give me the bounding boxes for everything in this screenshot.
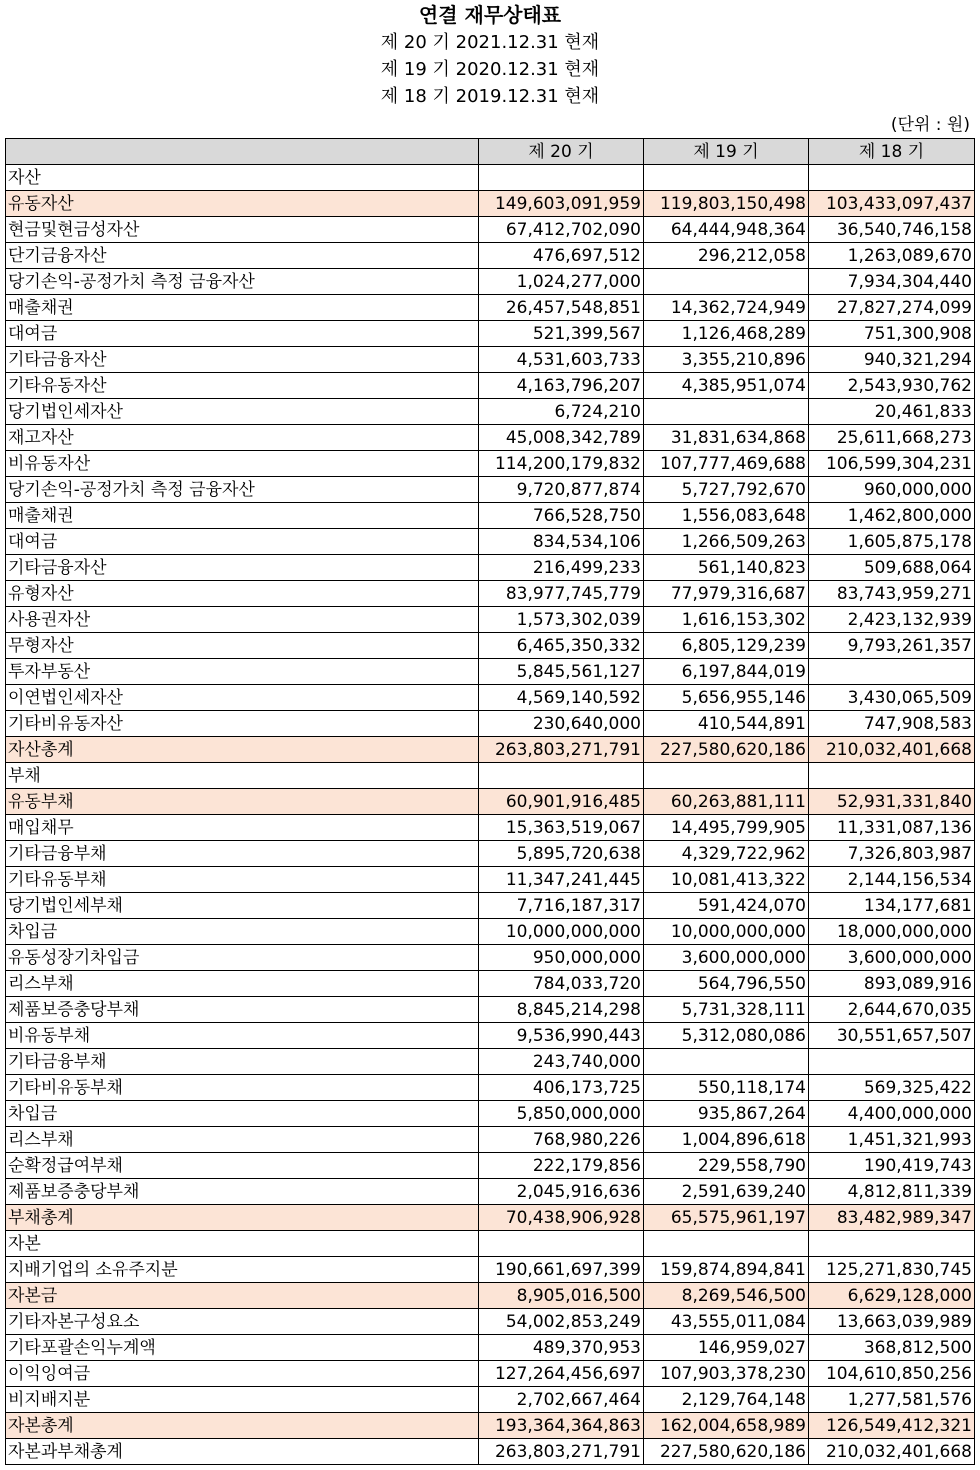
- amount-cell: 7,934,304,440: [809, 269, 975, 295]
- amount-cell: [644, 269, 809, 295]
- amount-cell: 15,363,519,067: [479, 815, 644, 841]
- table-row: [6, 633, 975, 659]
- amount-cell: 103,433,097,437: [809, 191, 975, 217]
- amount-cell: 64,444,948,364: [644, 217, 809, 243]
- amount-cell: 834,534,106: [479, 529, 644, 555]
- account-label: 이연법인세자산: [6, 685, 479, 711]
- amount-cell: 3,430,065,509: [809, 685, 975, 711]
- account-label: 대여금: [6, 529, 479, 555]
- amount-cell: 766,528,750: [479, 503, 644, 529]
- table-row: [6, 815, 975, 841]
- amount-cell: 54,002,853,249: [479, 1309, 644, 1335]
- table-row: [6, 1127, 975, 1153]
- account-label: 당기손익-공정가치 측정 금융자산: [6, 269, 479, 295]
- account-label: 부채: [6, 763, 479, 789]
- amount-cell: 1,277,581,576: [809, 1387, 975, 1413]
- amount-cell: 127,264,456,697: [479, 1361, 644, 1387]
- table-row: [6, 1231, 975, 1257]
- amount-cell: 768,980,226: [479, 1127, 644, 1153]
- account-label: 당기법인세부채: [6, 893, 479, 919]
- amount-cell: 14,362,724,949: [644, 295, 809, 321]
- amount-cell: 36,540,746,158: [809, 217, 975, 243]
- amount-cell: 227,580,620,186: [644, 737, 809, 763]
- table-row: [6, 919, 975, 945]
- table-row: [6, 217, 975, 243]
- account-label: 리스부채: [6, 971, 479, 997]
- amount-cell: 263,803,271,791: [479, 737, 644, 763]
- amount-cell: 134,177,681: [809, 893, 975, 919]
- amount-cell: 4,531,603,733: [479, 347, 644, 373]
- amount-cell: 11,347,241,445: [479, 867, 644, 893]
- table-row: [6, 1309, 975, 1335]
- account-label: 무형자산: [6, 633, 479, 659]
- account-label: 리스부채: [6, 1127, 479, 1153]
- amount-cell: 30,551,657,507: [809, 1023, 975, 1049]
- account-label: 단기금융자산: [6, 243, 479, 269]
- amount-cell: 7,326,803,987: [809, 841, 975, 867]
- table-row: [6, 581, 975, 607]
- table-body: [6, 165, 975, 1465]
- amount-cell: 2,702,667,464: [479, 1387, 644, 1413]
- amount-cell: 591,424,070: [644, 893, 809, 919]
- amount-cell: 70,438,906,928: [479, 1205, 644, 1231]
- amount-cell: 1,616,153,302: [644, 607, 809, 633]
- amount-cell: [809, 1049, 975, 1075]
- amount-cell: 25,611,668,273: [809, 425, 975, 451]
- account-label: 이익잉여금: [6, 1361, 479, 1387]
- amount-cell: 6,805,129,239: [644, 633, 809, 659]
- amount-cell: [644, 1049, 809, 1075]
- account-label: 유동성장기차입금: [6, 945, 479, 971]
- amount-cell: 9,720,877,874: [479, 477, 644, 503]
- amount-cell: [809, 1231, 975, 1257]
- account-label: 대여금: [6, 321, 479, 347]
- amount-cell: [644, 165, 809, 191]
- amount-cell: 2,129,764,148: [644, 1387, 809, 1413]
- amount-cell: 893,089,916: [809, 971, 975, 997]
- account-label: 당기손익-공정가치 측정 금융자산: [6, 477, 479, 503]
- amount-cell: 5,845,561,127: [479, 659, 644, 685]
- amount-cell: 126,549,412,321: [809, 1413, 975, 1439]
- amount-cell: 935,867,264: [644, 1101, 809, 1127]
- account-label: 자본금: [6, 1283, 479, 1309]
- table-row: [6, 321, 975, 347]
- amount-cell: 10,000,000,000: [479, 919, 644, 945]
- amount-cell: 60,263,881,111: [644, 789, 809, 815]
- account-label: 기타포괄손익누계액: [6, 1335, 479, 1361]
- table-row: [6, 451, 975, 477]
- table-row: [6, 243, 975, 269]
- amount-cell: 104,610,850,256: [809, 1361, 975, 1387]
- account-label: 기타금융자산: [6, 347, 479, 373]
- amount-cell: 8,845,214,298: [479, 997, 644, 1023]
- amount-cell: 243,740,000: [479, 1049, 644, 1075]
- amount-cell: 11,331,087,136: [809, 815, 975, 841]
- amount-cell: 18,000,000,000: [809, 919, 975, 945]
- amount-cell: 83,482,989,347: [809, 1205, 975, 1231]
- amount-cell: 31,831,634,868: [644, 425, 809, 451]
- account-label: 차입금: [6, 1101, 479, 1127]
- amount-cell: 149,603,091,959: [479, 191, 644, 217]
- amount-cell: 1,573,302,039: [479, 607, 644, 633]
- amount-cell: 106,599,304,231: [809, 451, 975, 477]
- table-row: [6, 1101, 975, 1127]
- amount-cell: 1,462,800,000: [809, 503, 975, 529]
- amount-cell: 159,874,894,841: [644, 1257, 809, 1283]
- amount-cell: 5,731,328,111: [644, 997, 809, 1023]
- account-label: 비유동자산: [6, 451, 479, 477]
- amount-cell: [479, 165, 644, 191]
- amount-cell: 6,724,210: [479, 399, 644, 425]
- amount-cell: 751,300,908: [809, 321, 975, 347]
- account-label: 매출채권: [6, 503, 479, 529]
- amount-cell: 1,266,509,263: [644, 529, 809, 555]
- amount-cell: [644, 1231, 809, 1257]
- amount-cell: 60,901,916,485: [479, 789, 644, 815]
- amount-cell: 67,412,702,090: [479, 217, 644, 243]
- account-label: 현금및현금성자산: [6, 217, 479, 243]
- amount-cell: [809, 165, 975, 191]
- account-label: 기타금융부채: [6, 841, 479, 867]
- header-period-19: 제 19 기: [644, 139, 809, 165]
- amount-cell: 5,850,000,000: [479, 1101, 644, 1127]
- account-label: 당기법인세자산: [6, 399, 479, 425]
- amount-cell: 2,644,670,035: [809, 997, 975, 1023]
- table-row: [6, 347, 975, 373]
- table-row: [6, 763, 975, 789]
- amount-cell: 4,569,140,592: [479, 685, 644, 711]
- amount-cell: [809, 763, 975, 789]
- table-row: [6, 841, 975, 867]
- table-row: [6, 1387, 975, 1413]
- account-label: 제품보증충당부채: [6, 1179, 479, 1205]
- table-row: [6, 503, 975, 529]
- account-label: 사용권자산: [6, 607, 479, 633]
- table-row: [6, 399, 975, 425]
- amount-cell: 476,697,512: [479, 243, 644, 269]
- account-label: 기타자본구성요소: [6, 1309, 479, 1335]
- amount-cell: 6,629,128,000: [809, 1283, 975, 1309]
- document-title: 연결 재무상태표: [418, 3, 562, 27]
- amount-cell: 8,905,016,500: [479, 1283, 644, 1309]
- amount-cell: 296,212,058: [644, 243, 809, 269]
- amount-cell: 9,793,261,357: [809, 633, 975, 659]
- amount-cell: 190,419,743: [809, 1153, 975, 1179]
- amount-cell: 4,163,796,207: [479, 373, 644, 399]
- table-row: [6, 1153, 975, 1179]
- amount-cell: 1,451,321,993: [809, 1127, 975, 1153]
- amount-cell: 14,495,799,905: [644, 815, 809, 841]
- amount-cell: 162,004,658,989: [644, 1413, 809, 1439]
- amount-cell: 3,600,000,000: [809, 945, 975, 971]
- account-label: 제품보증충당부채: [6, 997, 479, 1023]
- amount-cell: 230,640,000: [479, 711, 644, 737]
- header-account: [6, 139, 479, 165]
- table-row: [6, 1023, 975, 1049]
- account-label: 기타금융자산: [6, 555, 479, 581]
- amount-cell: 10,000,000,000: [644, 919, 809, 945]
- amount-cell: [644, 763, 809, 789]
- amount-cell: 210,032,401,668: [809, 1439, 975, 1465]
- table-row: [6, 425, 975, 451]
- table-row: [6, 555, 975, 581]
- amount-cell: 1,605,875,178: [809, 529, 975, 555]
- amount-cell: 1,024,277,000: [479, 269, 644, 295]
- amount-cell: 784,033,720: [479, 971, 644, 997]
- amount-cell: 10,081,413,322: [644, 867, 809, 893]
- amount-cell: 43,555,011,084: [644, 1309, 809, 1335]
- amount-cell: 77,979,316,687: [644, 581, 809, 607]
- amount-cell: 193,364,364,863: [479, 1413, 644, 1439]
- amount-cell: 3,355,210,896: [644, 347, 809, 373]
- account-label: 비유동부채: [6, 1023, 479, 1049]
- account-label: 유형자산: [6, 581, 479, 607]
- amount-cell: 114,200,179,832: [479, 451, 644, 477]
- account-label: 투자부동산: [6, 659, 479, 685]
- amount-cell: 20,461,833: [809, 399, 975, 425]
- amount-cell: 4,329,722,962: [644, 841, 809, 867]
- table-row: [6, 997, 975, 1023]
- account-label: 유동자산: [6, 191, 479, 217]
- table-row: [6, 789, 975, 815]
- amount-cell: 107,777,469,688: [644, 451, 809, 477]
- amount-cell: 8,269,546,500: [644, 1283, 809, 1309]
- amount-cell: 509,688,064: [809, 555, 975, 581]
- amount-cell: 960,000,000: [809, 477, 975, 503]
- amount-cell: 107,903,378,230: [644, 1361, 809, 1387]
- amount-cell: 119,803,150,498: [644, 191, 809, 217]
- table-row: [6, 1179, 975, 1205]
- account-label: 매출채권: [6, 295, 479, 321]
- account-label: 차입금: [6, 919, 479, 945]
- table-row: [6, 1075, 975, 1101]
- amount-cell: 564,796,550: [644, 971, 809, 997]
- amount-cell: 229,558,790: [644, 1153, 809, 1179]
- amount-cell: 561,140,823: [644, 555, 809, 581]
- account-label: 기타유동자산: [6, 373, 479, 399]
- amount-cell: 5,895,720,638: [479, 841, 644, 867]
- account-label: 자산총계: [6, 737, 479, 763]
- amount-cell: 940,321,294: [809, 347, 975, 373]
- table-header-row: [6, 139, 975, 165]
- period-line-19: 제 19 기 2020.12.31 현재: [380, 59, 600, 80]
- amount-cell: 1,126,468,289: [644, 321, 809, 347]
- account-label: 자산: [6, 165, 479, 191]
- amount-cell: 2,591,639,240: [644, 1179, 809, 1205]
- table-row: [6, 685, 975, 711]
- account-label: 자본: [6, 1231, 479, 1257]
- amount-cell: 6,197,844,019: [644, 659, 809, 685]
- amount-cell: 406,173,725: [479, 1075, 644, 1101]
- table-row: [6, 893, 975, 919]
- account-label: 기타비유동부채: [6, 1075, 479, 1101]
- account-label: 기타금융부채: [6, 1049, 479, 1075]
- table-row: [6, 971, 975, 997]
- amount-cell: 521,399,567: [479, 321, 644, 347]
- amount-cell: 13,663,039,989: [809, 1309, 975, 1335]
- amount-cell: 9,536,990,443: [479, 1023, 644, 1049]
- table-row: [6, 659, 975, 685]
- amount-cell: 7,716,187,317: [479, 893, 644, 919]
- balance-sheet-table: [5, 138, 975, 1465]
- table-row: [6, 165, 975, 191]
- account-label: 매입채무: [6, 815, 479, 841]
- amount-cell: 65,575,961,197: [644, 1205, 809, 1231]
- table-row: [6, 1361, 975, 1387]
- amount-cell: 83,743,959,271: [809, 581, 975, 607]
- amount-cell: 3,600,000,000: [644, 945, 809, 971]
- account-label: 유동부채: [6, 789, 479, 815]
- amount-cell: 27,827,274,099: [809, 295, 975, 321]
- unit-label: (단위 : 원): [890, 115, 970, 135]
- table-row: [6, 1439, 975, 1465]
- account-label: 재고자산: [6, 425, 479, 451]
- table-row: [6, 373, 975, 399]
- header-period-18: 제 18 기: [809, 139, 975, 165]
- table-row: [6, 737, 975, 763]
- amount-cell: 1,263,089,670: [809, 243, 975, 269]
- amount-cell: 2,543,930,762: [809, 373, 975, 399]
- amount-cell: 263,803,271,791: [479, 1439, 644, 1465]
- period-line-20: 제 20 기 2021.12.31 현재: [380, 32, 600, 53]
- account-label: 기타유동부채: [6, 867, 479, 893]
- amount-cell: 52,931,331,840: [809, 789, 975, 815]
- header-period-20: 제 20 기: [479, 139, 644, 165]
- amount-cell: 6,465,350,332: [479, 633, 644, 659]
- amount-cell: 1,556,083,648: [644, 503, 809, 529]
- amount-cell: 2,144,156,534: [809, 867, 975, 893]
- amount-cell: 5,727,792,670: [644, 477, 809, 503]
- amount-cell: 190,661,697,399: [479, 1257, 644, 1283]
- amount-cell: 2,045,916,636: [479, 1179, 644, 1205]
- amount-cell: 950,000,000: [479, 945, 644, 971]
- amount-cell: 489,370,953: [479, 1335, 644, 1361]
- account-label: 기타비유동자산: [6, 711, 479, 737]
- amount-cell: 368,812,500: [809, 1335, 975, 1361]
- account-label: 지배기업의 소유주지분: [6, 1257, 479, 1283]
- amount-cell: 125,271,830,745: [809, 1257, 975, 1283]
- amount-cell: 4,385,951,074: [644, 373, 809, 399]
- account-label: 순확정급여부채: [6, 1153, 479, 1179]
- amount-cell: [479, 763, 644, 789]
- amount-cell: 83,977,745,779: [479, 581, 644, 607]
- table-row: [6, 477, 975, 503]
- amount-cell: 747,908,583: [809, 711, 975, 737]
- amount-cell: [479, 1231, 644, 1257]
- table-row: [6, 607, 975, 633]
- amount-cell: [644, 399, 809, 425]
- account-label: 자본과부채총계: [6, 1439, 479, 1465]
- amount-cell: 569,325,422: [809, 1075, 975, 1101]
- amount-cell: 4,400,000,000: [809, 1101, 975, 1127]
- amount-cell: 227,580,620,186: [644, 1439, 809, 1465]
- table-row: [6, 867, 975, 893]
- amount-cell: 216,499,233: [479, 555, 644, 581]
- amount-cell: 410,544,891: [644, 711, 809, 737]
- table-row: [6, 1257, 975, 1283]
- account-label: 자본총계: [6, 1413, 479, 1439]
- table-row: [6, 191, 975, 217]
- amount-cell: 146,959,027: [644, 1335, 809, 1361]
- amount-cell: 550,118,174: [644, 1075, 809, 1101]
- table-row: [6, 1413, 975, 1439]
- amount-cell: 222,179,856: [479, 1153, 644, 1179]
- table-row: [6, 1283, 975, 1309]
- table-row: [6, 295, 975, 321]
- table-row: [6, 1205, 975, 1231]
- account-label: 비지배지분: [6, 1387, 479, 1413]
- amount-cell: 2,423,132,939: [809, 607, 975, 633]
- table-row: [6, 945, 975, 971]
- amount-cell: 4,812,811,339: [809, 1179, 975, 1205]
- amount-cell: 5,656,955,146: [644, 685, 809, 711]
- table-row: [6, 269, 975, 295]
- account-label: 부채총계: [6, 1205, 479, 1231]
- table-row: [6, 1049, 975, 1075]
- amount-cell: 210,032,401,668: [809, 737, 975, 763]
- period-line-18: 제 18 기 2019.12.31 현재: [380, 86, 600, 107]
- amount-cell: 45,008,342,789: [479, 425, 644, 451]
- table-row: [6, 529, 975, 555]
- table-row: [6, 1335, 975, 1361]
- amount-cell: 5,312,080,086: [644, 1023, 809, 1049]
- amount-cell: 1,004,896,618: [644, 1127, 809, 1153]
- table-row: [6, 711, 975, 737]
- amount-cell: 26,457,548,851: [479, 295, 644, 321]
- amount-cell: [809, 659, 975, 685]
